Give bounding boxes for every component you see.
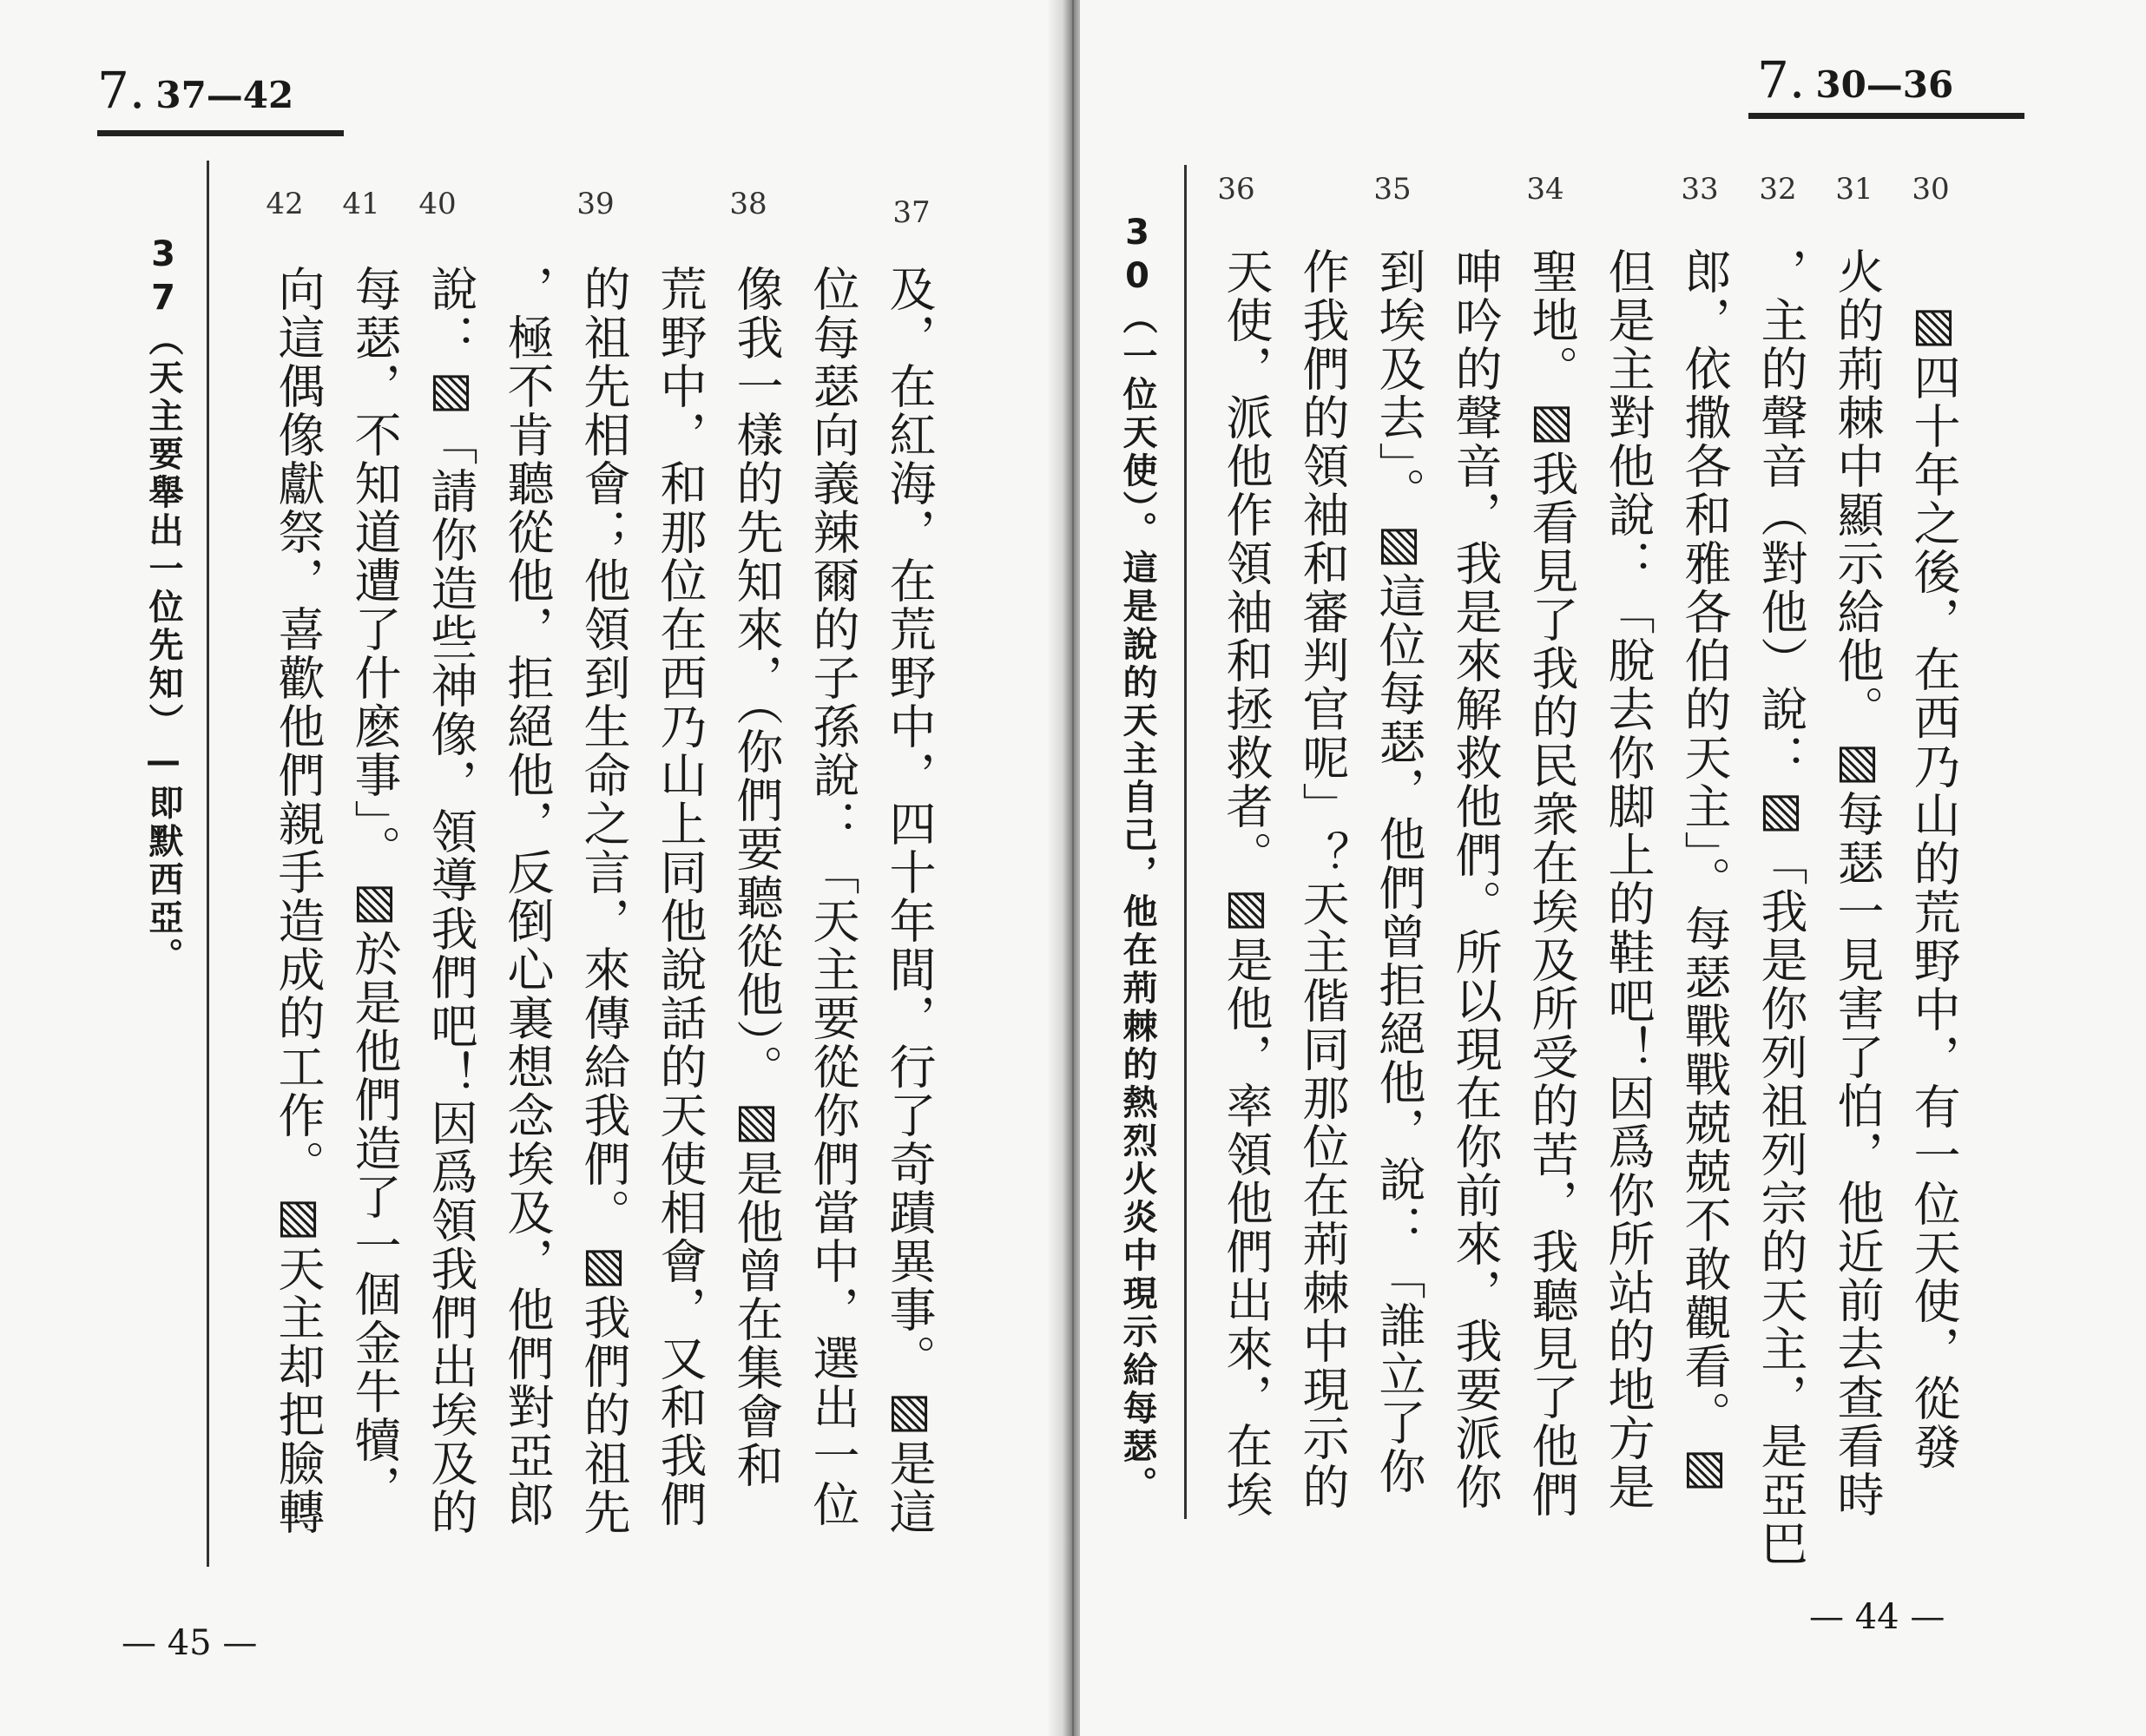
verse-number: 33: [1681, 172, 1719, 207]
verse-number: 31: [1835, 172, 1873, 207]
text-column: 火的荊棘中顯示給他。▧每瑟一見害了怕，他近前去查看時: [1830, 247, 1885, 1519]
right-page-header: [1757, 50, 1953, 109]
verse-number: 32: [1759, 172, 1797, 207]
text-column: 天使，派他作領袖和拯救者。▧是他，率領他們出來，在埃: [1219, 247, 1274, 1519]
text-column: 但是主對他說：「脫去你脚上的鞋吧！因爲你所站的地方是: [1601, 247, 1656, 1511]
left-page-header: [97, 61, 293, 120]
text-column: 及，在紅海，在荒野中，四十年間，行了奇蹟異事。▧是這: [882, 265, 937, 1536]
text-column: 的祖先相會；他領到生命之言，來傳給我們。▧我們的祖先: [576, 265, 631, 1536]
right-page: [1080, 0, 2146, 1736]
footnote: 37（天主要舉出一位先知）—即默西亞。: [143, 234, 183, 976]
chapter-number: 7.: [97, 61, 146, 120]
text-column: ，主的聲音（對他）說：▧「我是你列祖列宗的天主，是亞巴: [1754, 247, 1808, 1568]
verse-number: 30: [1912, 172, 1950, 207]
text-column: 呻吟的聲音，我是來解救他們。所以現在你前來，我要派你: [1448, 247, 1503, 1511]
left-page: [0, 0, 1066, 1736]
verse-range: 30—36: [1815, 63, 1954, 106]
text-column: ，極不肯聽從他，拒絕他，反倒心裏想念埃及，他們對亞郎: [500, 265, 555, 1529]
verse-number: 34: [1526, 172, 1564, 207]
verse-number: 37: [892, 195, 931, 230]
text-column: 荒野中，和那位在西乃山上同他說話的天使相會，又和我們: [653, 265, 708, 1529]
footnote-divider: [1184, 165, 1187, 1519]
text-column: ▧四十年之後，在西乃山的荒野中，有一位天使，從發: [1906, 297, 1961, 1471]
header-rule: [97, 130, 344, 136]
footnote-divider: [207, 161, 209, 1567]
text-column: 位每瑟向義辣爾的子孫說：「天主要從你們當中，選出一位: [806, 265, 860, 1529]
text-column: 每瑟，不知道遭了什麽事」。▧於是他們造了一個金牛犢，: [347, 265, 402, 1513]
footnote: 30（一位天使）。這是說的天主自己，他在荊棘的熱烈火炎中現示給每瑟。: [1117, 213, 1157, 1504]
text-column: 到埃及去」。▧這位每瑟，他們曾拒絕他，說：「誰立了你: [1372, 247, 1426, 1496]
verse-number: 40: [418, 187, 457, 221]
verse-number: 42: [266, 187, 304, 221]
page-number: — 44 —: [1809, 1597, 1945, 1637]
text-column: 像我一樣的先知來，（你們要聽從他）。▧是他曾在集會和: [729, 265, 784, 1489]
text-column: 說：▧「請你造些神像，領導我們吧！因爲領我們出埃及的: [424, 265, 478, 1536]
text-column: 聖地。▧我看見了我的民衆在埃及所受的苦，我聽見了他們: [1524, 247, 1579, 1519]
verse-number: 35: [1373, 172, 1412, 207]
verse-number: 38: [729, 187, 767, 221]
text-column: 作我們的領袖和審判官呢」？天主偕同那位在荊棘中現示的: [1295, 247, 1350, 1511]
verse-range: 37—42: [155, 74, 294, 116]
page-number: — 45 —: [122, 1623, 258, 1663]
verse-number: 36: [1217, 172, 1255, 207]
text-column: 郎，依撒各和雅各伯的天主」。每瑟戰戰兢兢不敢觀看。▧: [1677, 247, 1732, 1496]
verse-number: 39: [576, 187, 615, 221]
header-rule: [1748, 113, 2024, 119]
chapter-number: 7.: [1757, 50, 1806, 109]
text-column: 向這偶像獻祭，喜歡他們親手造成的工作。▧天主却把臉轉: [271, 265, 326, 1536]
verse-number: 41: [342, 187, 380, 221]
